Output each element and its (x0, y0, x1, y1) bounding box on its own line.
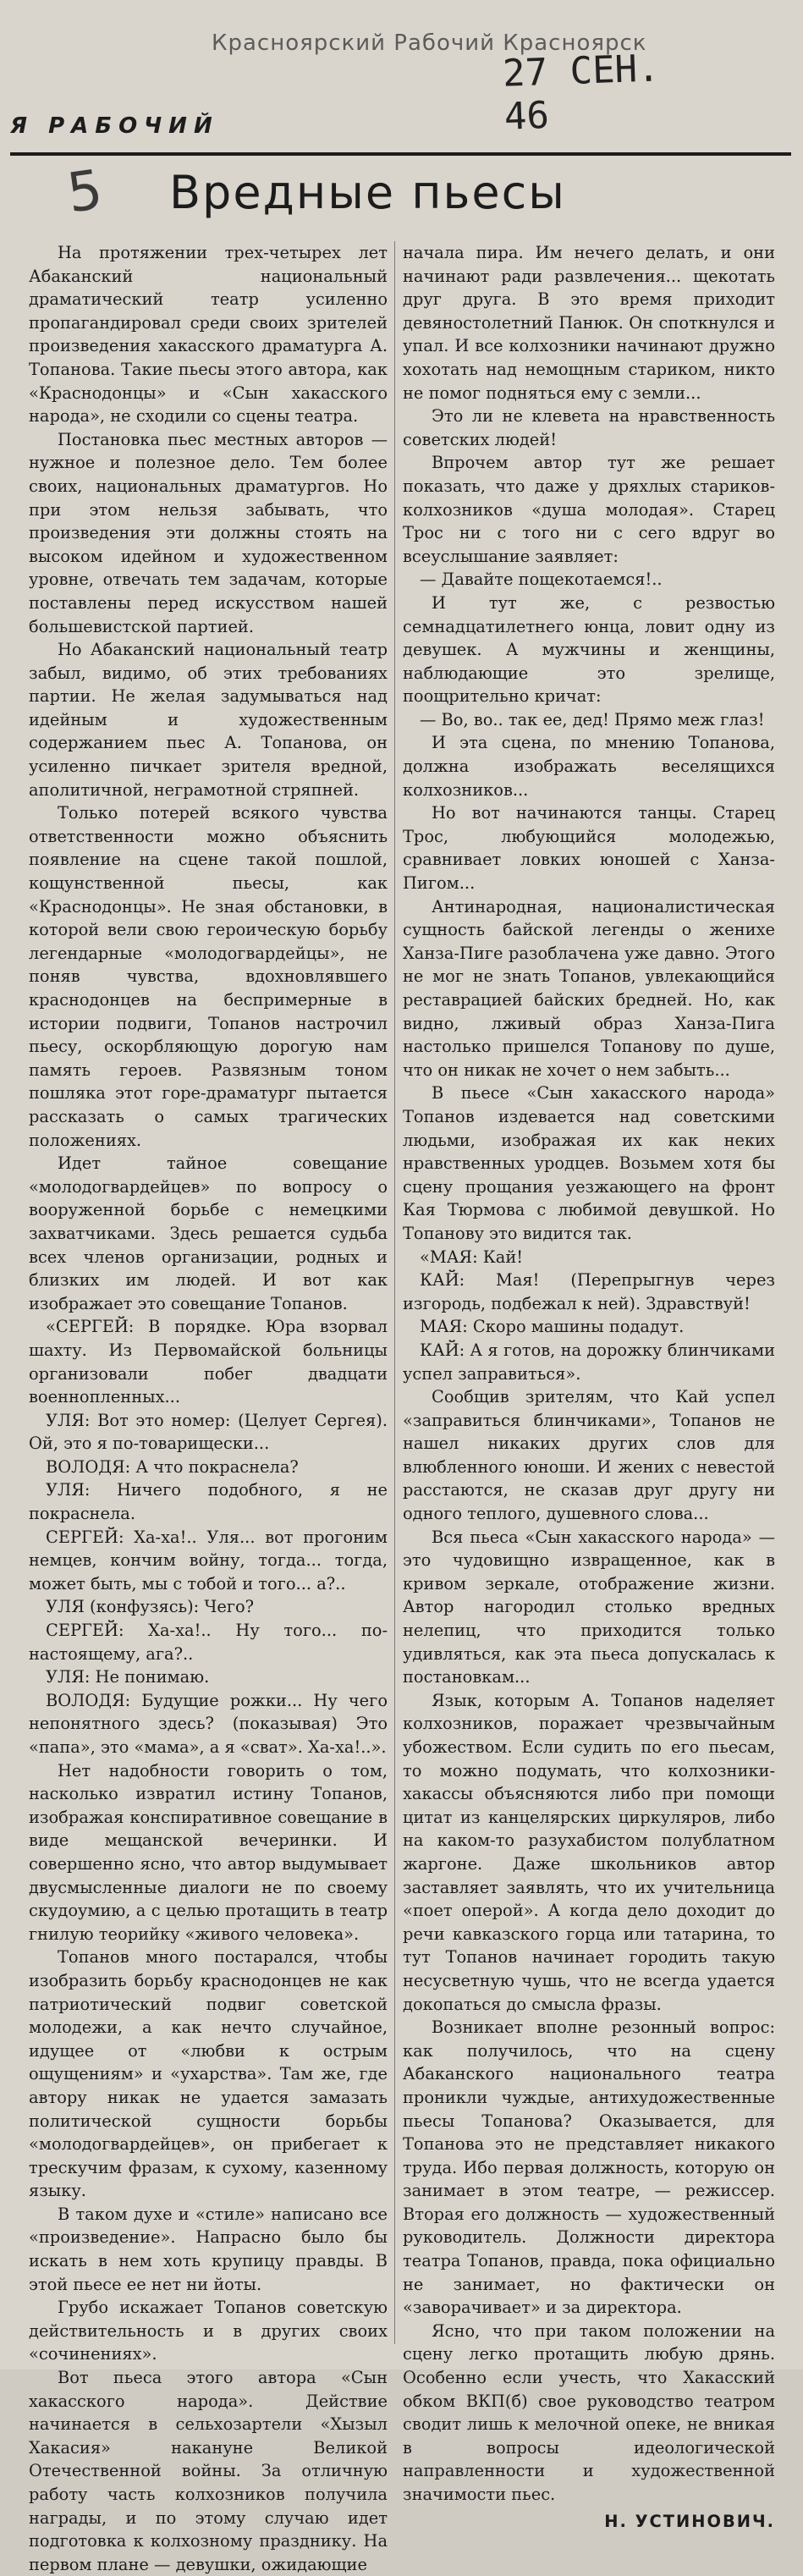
dialogue-line: КАЙ: Мая! (Перепрыгнув через изгородь, подбежал к ней). Здравствуй! (403, 1270, 775, 1313)
dialogue-line: УЛЯ (конфузясь): Чего? (46, 1597, 255, 1617)
paragraph: Постановка пьес местных авторов — нужное и полезное дело. Тем более своих, национальных драматургов. Но при этом нельзя забывать, что произведения эти должны стоять на высоком идейном и художественном уровне, отвечать тем задачам, которые поставлены перед искусством нашей большевистской партией. (29, 429, 388, 636)
dialogue-line: «МАЯ: Кай! (420, 1247, 524, 1267)
paragraph: Впрочем автор тут же решает показать, что даже у дряхлых стариков-колхозников «душа молодая». Старец Трос ни с того ни с сего вдруг во всеуслышание заявляет: (403, 453, 775, 566)
author-signature: Н. УСТИНОВИЧ. (604, 2511, 775, 2531)
paragraph: На протяжении трех-четырех лет Абаканский национальный драматический театр усиленно пропагандировал среди своих зрителей произведения хакасского драматурга А. Топанова. Такие пьесы этого автора, как «Краснодонцы» и «Сын хакасского народа», не сходили со сцены театра. (29, 243, 388, 427)
stamp-date: 27 СЕН. 46 (502, 47, 661, 139)
dialogue-line: УЛЯ: Вот это номер: (Целует Сергея). Ой, это я по-товарищески... (29, 1410, 388, 1454)
paragraph: Ясно, что при таком положении на сцену легко протащить любую дрянь. Особенно если учесть, что Хакасский обком ВКП(б) свое руководство театром сводит лишь к мелочной опеке, не вникая в вопросы идеологической направленности и художественной значимости пьес. (403, 2320, 775, 2504)
dialogue-line: ВОЛОДЯ: А что покраснела? (46, 1456, 299, 1477)
paragraph: Антинародная, националистическая сущность байской легенды о женихе Ханза-Пиге разоблачена уже давно. Этого не мог не знать Топанов, увлекающийся реставрацией байских бредней. Но, как видно, лживый образ Ханза-Пига настолько пришелся Топанову по душе, что он никак не хочет о нем забыть... (403, 896, 775, 1080)
dialogue-line: «СЕРГЕЙ: В порядке. Юра взорвал шахту. Из Первомайской больницы организовали побег двадцати военнопленных... (29, 1317, 388, 1407)
paragraph: Идет тайное совещание «молодогвардейцев» по вопросу о вооруженной борьбе с немецкими захватчиками. Здесь решается судьба всех членов организации, родных и близких им людей. И вот как изображает это совещание Топанов. (29, 1153, 388, 1313)
paragraph: Но вот начинаются танцы. Старец Трос, любующийся молодежью, сравнивает ловких юношей с Ханза-Пигом... (403, 803, 775, 894)
stamp-publication: Красноярский Рабочий Красноярск (212, 30, 647, 56)
dialogue-line: СЕРГЕЙ: Ха-ха!.. Уля... вот прогоним немцев, кончим войну, тогда... тогда, может быть, мы с тобой и того... а?.. (29, 1527, 388, 1593)
archive-stamp (212, 19, 685, 139)
paragraph: Это ли не клевета на нравственность советских людей! (403, 406, 775, 449)
paragraph: Возникает вполне резонный вопрос: как получилось, что на сцену Абаканского национального театра проникли чуждые, антихудожественные пьесы Топанова? Оказывается, для Топанова это не представляет никакого труда. Ибо первая должность, которую он занимает в этом театре, — режиссер. Вторая его должность — художественный руководитель. Должности директора театра Топанов, правда, пока официально не занимает, но фактически он «заворачивает» и за директора. (403, 2017, 775, 2318)
dialogue-line: УЛЯ: Не понимаю. (46, 1667, 210, 1687)
paragraph: В пьесе «Сын хакасского народа» Топанов издевается над советскими людьми, изображая их как неких нравственных уродцев. Возьмем хотя бы сцену прощания уезжающего на фронт Кая Тюрмова с любимой девушкой. Но Топанову это видится так. (403, 1083, 775, 1243)
paragraph: Вся пьеса «Сын хакасского народа» — это чудовищно извращенное, как в кривом зеркале, отображение жизни. Автор нагородил столько вредных нелепиц, что приходится только удивляться, как эта пьеса допускалась к постановкам... (403, 1527, 775, 1687)
headline-row (0, 158, 803, 228)
paragraph: Только потерей всякого чувства ответственности можно объяснить появление на сцене такой пошлой, кощунственной пьесы, как «Краснодонцы». Не зная обстановки, в которой вели свою героическую борьбу легендарные «молодогвардейцы», не поняв чувства, вдохновлявшего краснодонцев на беспримерные в истории подвиги, Топанов настрочил пьесу, оскорбляющую дорогую нам память героев. Развязным тоном пошляка этот горе-драматург пытается рассказать о самых трагических положениях. (29, 803, 388, 1150)
paragraph: Язык, которым А. Топанов наделяет колхозников, поражает чрезвычайным убожеством. Если судить по его пьесам, то можно подумать, что колхозники-хакассы объясняются либо при помощи цитат из канцелярских циркуляров, либо на каком-то разухабистом полублатном жаргоне. Даже школьников автор заставляет заявлять, что их учительница «поет оперой». А когда дело доходит до речи кавказского горца или татарина, то тут Топанов начинает городить такую несусветную чушь, что не всегда удается докопаться до смысла фразы. (403, 1690, 775, 2014)
paragraph: Грубо искажает Топанов советскую действительность и в других своих «сочинениях». (29, 2298, 388, 2364)
paragraph: Топанов много постарался, чтобы изобразить борьбу краснодонцев не как патриотический подвиг советской молодежи, а как нечто случайное, идущее от «любви к острым ощущениям» и «ухарства». Там же, где автору никак не удается замазать политической сущности борьбы «молодогвардейцев», он прибегает к трескучим фразам, к сухому, казенному языку. (29, 1947, 388, 2201)
article-column-right (403, 241, 775, 2531)
dialogue-line: ВОЛОДЯ: Будущие рожки... Ну чего непонятного здесь? (показывая) Это «папа», это «мама», а я «сват». Ха-ха!..». (29, 1690, 388, 1757)
paragraph: И эта сцена, по мнению Топанова, должна изображать веселящихся колхозников... (403, 733, 775, 800)
dialogue-line: СЕРГЕЙ: Ха-ха!.. Ну того... по-настоящему, ага?.. (29, 1621, 388, 1664)
column-divider (394, 241, 395, 2344)
article-column-left (29, 241, 388, 2574)
paragraph: Но Абаканский национальный театр забыл, видимо, об этих требованиях партии. Не желая задумываться над идейным и художественным содержанием пьес А. Топанова, он усиленно пичкает зрителя вредной, аполитичной, неграмотной стряпней. (29, 640, 388, 800)
paragraph: И тут же, с резвостью семнадцатилетнего юнца, ловит одну из девушек. А мужчины и женщины, наблюдающие это зрелище, поощрительно кричат: (403, 592, 775, 707)
paragraph: В таком духе и «стиле» написано все «произведение». Напрасно было бы искать в нем хоть крупицу правды. В этой пьесе ее нет ни йоты. (29, 2204, 388, 2294)
paragraph: Нет надобности говорить о том, насколько извратил истину Топанов, изображая конспиративное совещание в виде мещанской вечеринки. И совершенно ясно, что автор выдумывает двусмысленные диалоги не по своему скудоумию, а с целью протащить в театр гнилую теорийку «живого человека». (29, 1760, 388, 1944)
dialogue-line: МАЯ: Скоро машины подадут. (420, 1317, 685, 1337)
paragraph: Сообщив зрителям, что Кай успел «заправиться блинчиками», Топанов не нашел никаких других слов для влюбленного юноши. И жених с невестой расстаются, не сказав друг другу ни одного теплого, душевного слова... (403, 1387, 775, 1524)
paragraph: начала пира. Им нечего делать, и они начинают ради развлечения... щекотать друг друга. В это время приходит девяностолетний Панюк. Он споткнулся и упал. И все колхозники начинают дружно хохотать над немощным стариком, никто не помог подняться ему с земли... (403, 243, 775, 403)
dialogue-line: — Давайте пощекотаемся!.. (420, 570, 663, 590)
article-headline: Вредные пьесы (169, 166, 566, 219)
paragraph: Вот пьеса этого автора «Сын хакасского народа». Действие начинается в сельхозартели «Хызыл Хакасия» накануне Великой Отечественной войны. За отличную работу часть колхозников получила награды, и по этому случаю идет подготовка к колхозному празднику. На первом плане — девушки, ожидающие (29, 2368, 388, 2574)
dialogue-line: КАЙ: А я готов, на дорожку блинчиками успел заправиться». (403, 1340, 775, 1384)
dialogue-line: УЛЯ: Ничего подобного, я не покраснела. (29, 1480, 388, 1524)
dialogue-line: — Во, во.. так ее, дед! Прямо меж глаз! (420, 709, 765, 729)
masthead (10, 102, 791, 156)
section-mark: 5 (63, 158, 107, 226)
masthead-title: Я РАБОЧИЙ (10, 113, 219, 139)
